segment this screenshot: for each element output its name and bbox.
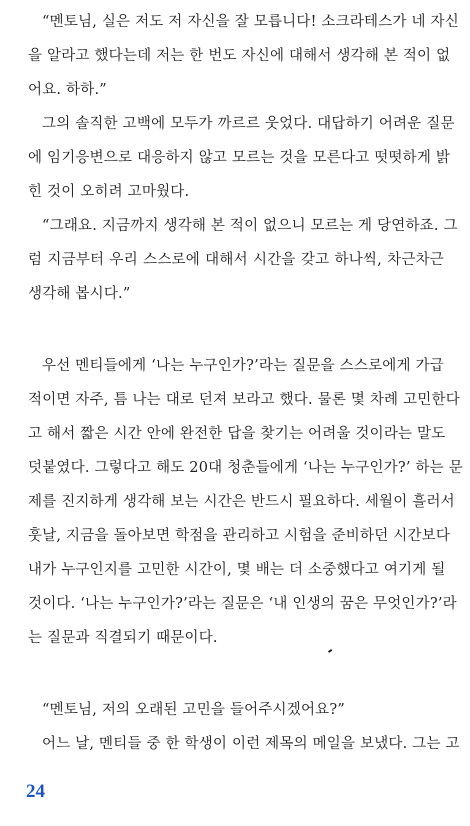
text-line: “그래요. 지금까지 생각해 본 적이 없으니 모르는 게 당연하죠. 그: [42, 218, 458, 234]
text-line: “멘토님, 실은 저도 저 자신을 잘 모릅니다! 소크라테스가 네 자신: [42, 14, 459, 30]
text-line: 적이면 자주, 틈 나는 대로 던져 보라고 했다. 물론 몇 차례 고민한다: [28, 392, 460, 408]
text-line: 을 알라고 했다는데 저는 한 번도 자신에 대해서 생각해 본 적이 없: [28, 48, 451, 64]
text-line: 생각해 봅시다.”: [28, 286, 131, 302]
text-line: 제를 진지하게 생각해 보는 시간은 반드시 필요하다. 세월이 흘러서: [28, 494, 455, 510]
text-line: “멘토님, 저의 오래된 고민을 들어주시겠어요?”: [42, 702, 345, 718]
text-line: 는 질문과 직결되기 때문이다.: [28, 630, 218, 646]
text-line: 힌 것이 오히려 고마웠다.: [28, 184, 190, 200]
text-line: 어요. 하하.”: [28, 82, 107, 98]
page-number: 24: [26, 781, 45, 802]
text-line: 것이다. ‘나는 누구인가?’라는 질문은 ‘내 인생의 꿈은 무엇인가?’라: [28, 596, 457, 612]
text-line: 그의 솔직한 고백에 모두가 까르르 웃었다. 대답하기 어려운 질문: [42, 116, 455, 132]
text-line: 에 임기응변으로 대응하지 않고 모르는 것을 모른다고 떳떳하게 밝: [28, 150, 451, 166]
text-line: 어느 날, 멘티들 중 한 학생이 이런 제목의 메일을 보냈다. 그는 고: [42, 736, 460, 752]
text-line: 우선 멘티들에게 ‘나는 누구인가?’라는 질문을 스스로에게 가급: [42, 358, 444, 374]
text-line: 고 해서 짧은 시간 안에 완전한 답을 찾기는 어려울 것이라는 말도: [28, 426, 446, 442]
text-line: 훗날, 지금을 돌아보면 학점을 관리하고 시험을 준비하던 시간보다: [28, 528, 451, 544]
text-line: 내가 누구인지를 고민한 시간이, 몇 배는 더 소중했다고 여기게 될: [28, 562, 446, 578]
print-speck: [328, 649, 332, 653]
text-line: 럼 지금부터 우리 스스로에 대해서 시간을 갖고 하나씩, 차근차근: [28, 252, 444, 268]
text-line: 덧붙였다. 그렇다고 해도 20대 청춘들에게 ‘나는 누구인가?’ 하는 문: [28, 460, 463, 476]
